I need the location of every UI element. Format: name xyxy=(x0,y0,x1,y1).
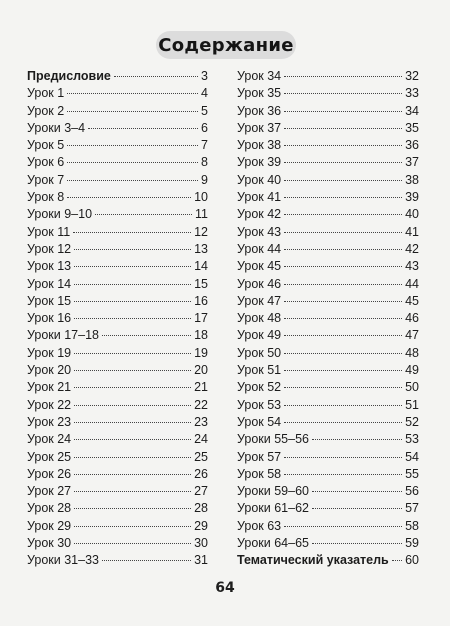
toc-entry-page: 52 xyxy=(405,414,419,429)
toc-entry-label: Урок 12 xyxy=(27,241,72,256)
toc-entry-label: Уроки 55–56 xyxy=(237,432,309,447)
dot-leader xyxy=(284,128,402,129)
toc-entry-label: Урок 16 xyxy=(27,311,72,326)
toc-entry xyxy=(27,120,208,137)
toc-entry-page: 11 xyxy=(195,207,208,222)
dot-leader xyxy=(284,474,402,475)
toc-entry-label: Урок 34 xyxy=(237,69,282,83)
dot-leader xyxy=(74,422,191,423)
toc-entry-label: Урок 48 xyxy=(237,311,282,326)
toc-entry-label: Урок 49 xyxy=(237,328,282,343)
toc-entry xyxy=(27,172,208,189)
toc-entry xyxy=(237,397,419,414)
toc-entry-label: Урок 51 xyxy=(237,363,282,378)
dot-leader xyxy=(312,439,402,440)
toc-entry-page: 9 xyxy=(201,172,208,187)
dot-leader xyxy=(284,422,402,423)
toc-entry xyxy=(237,293,419,310)
toc-entry-label: Урок 1 xyxy=(27,86,65,101)
toc-left-column xyxy=(27,68,208,570)
toc-entry xyxy=(237,327,419,344)
toc-entry xyxy=(237,552,419,569)
toc-entry-page: 10 xyxy=(194,190,208,205)
toc-entry-label: Урок 30 xyxy=(27,536,72,551)
page-number: 64 xyxy=(215,580,235,596)
toc-entry-page: 20 xyxy=(194,363,208,378)
toc-entry-page: 8 xyxy=(201,155,208,170)
toc-entry-page: 26 xyxy=(194,466,208,481)
toc-entry-label: Урок 26 xyxy=(27,466,72,481)
dot-leader xyxy=(74,491,191,492)
toc-entry-page: 18 xyxy=(194,328,208,343)
dot-leader xyxy=(67,111,198,112)
dot-leader xyxy=(284,197,402,198)
toc-entry xyxy=(237,206,419,223)
toc-entry xyxy=(27,431,208,448)
toc-entry-label: Урок 27 xyxy=(27,484,72,499)
toc-entry-label: Урок 41 xyxy=(237,190,282,205)
dot-leader xyxy=(74,439,191,440)
dot-leader xyxy=(284,457,402,458)
dot-leader xyxy=(67,180,198,181)
toc-entry-label: Урок 8 xyxy=(27,190,65,205)
toc-entry-page: 24 xyxy=(194,432,208,447)
toc-entry-label: Урок 47 xyxy=(237,293,282,308)
toc-entry-page: 33 xyxy=(405,86,419,101)
toc-entry-page: 55 xyxy=(405,466,419,481)
dot-leader xyxy=(67,162,198,163)
toc-entry-label: Уроки 64–65 xyxy=(237,536,309,551)
toc-entry-label: Урок 22 xyxy=(27,397,72,412)
toc-entry-page: 47 xyxy=(405,328,419,343)
toc-entry-label: Урок 50 xyxy=(237,345,282,360)
toc-entry-page: 60 xyxy=(405,553,419,568)
toc-entry xyxy=(237,518,419,535)
dot-leader xyxy=(74,457,191,458)
toc-entry-page: 44 xyxy=(405,276,419,291)
dot-leader xyxy=(284,249,402,250)
toc-entry-label: Уроки 3–4 xyxy=(27,120,86,135)
toc-entry-page: 16 xyxy=(194,293,208,308)
toc-entry xyxy=(237,431,419,448)
toc-entry xyxy=(237,535,419,552)
toc-entry-label: Урок 39 xyxy=(237,155,282,170)
toc-entry-page: 13 xyxy=(194,241,208,256)
toc-entry-label: Урок 28 xyxy=(27,501,72,516)
toc-entry xyxy=(237,120,419,137)
toc-entry-page: 22 xyxy=(194,397,208,412)
toc-entry xyxy=(27,362,208,379)
toc-entry-page: 42 xyxy=(405,241,419,256)
page-title: Содержание xyxy=(158,34,294,56)
toc-entry-label: Урок 2 xyxy=(27,103,65,118)
toc-entry-page: 35 xyxy=(405,120,419,135)
toc-entry xyxy=(27,103,208,120)
toc-entry-page: 39 xyxy=(405,190,419,205)
dot-leader xyxy=(392,560,402,561)
toc-entry-page: 34 xyxy=(405,103,419,118)
toc-entry xyxy=(27,414,208,431)
toc-entry-page: 37 xyxy=(405,155,419,170)
dot-leader xyxy=(67,93,198,94)
dot-leader xyxy=(74,353,191,354)
dot-leader xyxy=(74,387,191,388)
toc-entry-page: 15 xyxy=(194,276,208,291)
toc-entry-label: Урок 35 xyxy=(237,86,282,101)
dot-leader xyxy=(284,526,402,527)
toc-entry-page: 4 xyxy=(201,86,208,101)
dot-leader xyxy=(74,508,191,509)
dot-leader xyxy=(312,543,402,544)
toc-entry-page: 25 xyxy=(194,449,208,464)
toc-entry-page: 53 xyxy=(405,432,419,447)
dot-leader xyxy=(284,111,402,112)
dot-leader xyxy=(312,491,402,492)
toc-entry-page: 5 xyxy=(201,103,208,118)
toc-entry-label: Урок 46 xyxy=(237,276,282,291)
toc-entry xyxy=(27,293,208,310)
toc-entry xyxy=(27,518,208,535)
toc-entry-label: Урок 63 xyxy=(237,518,282,533)
toc-entry xyxy=(27,483,208,500)
dot-leader xyxy=(284,284,402,285)
toc-entry-label: Уроки 61–62 xyxy=(237,501,309,516)
toc-entry-page: 3 xyxy=(201,69,208,83)
toc-entry-page: 43 xyxy=(405,259,419,274)
toc-entry-page: 19 xyxy=(194,345,208,360)
dot-leader xyxy=(74,301,191,302)
toc-entry xyxy=(27,137,208,154)
toc-entry-page: 14 xyxy=(194,259,208,274)
toc-entry xyxy=(237,85,419,102)
toc-entry-label: Урок 5 xyxy=(27,138,65,153)
toc-entry xyxy=(237,103,419,120)
dot-leader xyxy=(284,214,402,215)
toc-entry xyxy=(27,154,208,171)
toc-entry xyxy=(237,414,419,431)
toc-entry-page: 30 xyxy=(194,536,208,551)
dot-leader xyxy=(284,387,402,388)
toc-entry-page: 58 xyxy=(405,518,419,533)
toc-entry-page: 54 xyxy=(405,449,419,464)
toc-entry-page: 40 xyxy=(405,207,419,222)
dot-leader xyxy=(284,266,402,267)
toc-entry-label: Урок 7 xyxy=(27,172,65,187)
toc-entry-page: 57 xyxy=(405,501,419,516)
toc-entry-label: Урок 54 xyxy=(237,414,282,429)
toc-entry-page: 59 xyxy=(405,536,419,551)
dot-leader xyxy=(312,508,402,509)
dot-leader xyxy=(102,335,191,336)
toc-entry xyxy=(27,258,208,275)
toc-entry-page: 41 xyxy=(405,224,419,239)
toc-entry-label: Урок 45 xyxy=(237,259,282,274)
dot-leader xyxy=(284,370,402,371)
dot-leader xyxy=(284,232,402,233)
dot-leader xyxy=(74,370,191,371)
toc-entry xyxy=(27,85,208,102)
dot-leader xyxy=(95,214,192,215)
toc-entry xyxy=(27,241,208,258)
toc-entry xyxy=(237,276,419,293)
toc-entry-label: Урок 13 xyxy=(27,259,72,274)
toc-entry-label: Уроки 9–10 xyxy=(27,207,93,222)
toc-entry-label: Урок 23 xyxy=(27,414,72,429)
toc-entry-page: 51 xyxy=(405,397,419,412)
toc-entry xyxy=(237,449,419,466)
toc-entry-label: Урок 20 xyxy=(27,363,72,378)
toc-entry xyxy=(237,172,419,189)
dot-leader xyxy=(284,335,402,336)
dot-leader xyxy=(284,76,402,77)
toc-entry-page: 48 xyxy=(405,345,419,360)
toc-entry-label: Уроки 17–18 xyxy=(27,328,99,343)
toc-entry xyxy=(237,466,419,483)
dot-leader xyxy=(74,249,191,250)
toc-entry-page: 21 xyxy=(194,380,208,395)
title-badge xyxy=(156,31,296,59)
toc-entry xyxy=(27,310,208,327)
toc-entry xyxy=(237,241,419,258)
toc-entry-label: Урок 15 xyxy=(27,293,72,308)
toc-entry xyxy=(27,397,208,414)
dot-leader xyxy=(88,128,198,129)
toc-entry-label: Урок 36 xyxy=(237,103,282,118)
toc-entry xyxy=(237,310,419,327)
toc-entry-label: Урок 6 xyxy=(27,155,65,170)
toc-entry-label: Уроки 59–60 xyxy=(237,484,309,499)
toc-entry-page: 17 xyxy=(194,311,208,326)
toc-entry xyxy=(237,362,419,379)
toc-entry-page: 36 xyxy=(405,138,419,153)
toc-entry-page: 38 xyxy=(405,172,419,187)
toc-entry xyxy=(237,500,419,517)
toc-entry xyxy=(237,483,419,500)
dot-leader xyxy=(73,232,191,233)
toc-entry-label: Урок 25 xyxy=(27,449,72,464)
toc-entry-page: 27 xyxy=(194,484,208,499)
toc-entry xyxy=(237,345,419,362)
dot-leader xyxy=(74,266,191,267)
toc-entry-label: Предисловие xyxy=(27,69,111,83)
dot-leader xyxy=(74,526,191,527)
toc-entry xyxy=(27,379,208,396)
toc-entry-page: 32 xyxy=(405,69,419,83)
dot-leader xyxy=(284,301,402,302)
dot-leader xyxy=(74,543,191,544)
dot-leader xyxy=(284,353,402,354)
toc-entry xyxy=(237,154,419,171)
toc-entry-page: 28 xyxy=(194,501,208,516)
dot-leader xyxy=(284,180,402,181)
toc-entry xyxy=(27,466,208,483)
toc-entry-label: Урок 37 xyxy=(237,120,282,135)
toc-entry xyxy=(27,276,208,293)
toc-entry xyxy=(27,206,208,223)
toc-entry-page: 56 xyxy=(405,484,419,499)
dot-leader xyxy=(284,93,402,94)
toc-right-column xyxy=(237,68,419,570)
toc-entry xyxy=(237,189,419,206)
dot-leader xyxy=(67,145,198,146)
toc-entry xyxy=(237,137,419,154)
dot-leader xyxy=(74,284,191,285)
toc-entry-label: Уроки 31–33 xyxy=(27,553,99,568)
toc-entry-label: Урок 57 xyxy=(237,449,282,464)
toc-entry-label: Урок 14 xyxy=(27,276,72,291)
toc-entry-label: Урок 44 xyxy=(237,241,282,256)
toc-entry-label: Урок 11 xyxy=(27,224,71,239)
toc-entry-label: Урок 38 xyxy=(237,138,282,153)
toc-entry-label: Урок 29 xyxy=(27,518,72,533)
toc-entry xyxy=(237,379,419,396)
toc-entry xyxy=(27,68,208,85)
toc-entry xyxy=(27,535,208,552)
toc-entry xyxy=(237,258,419,275)
toc-entry-label: Урок 52 xyxy=(237,380,282,395)
toc-entry-label: Урок 40 xyxy=(237,172,282,187)
dot-leader xyxy=(102,560,191,561)
dot-leader xyxy=(74,318,191,319)
toc-entry-page: 7 xyxy=(201,138,208,153)
toc-entry-page: 12 xyxy=(194,224,208,239)
toc-entry-page: 31 xyxy=(194,553,208,568)
dot-leader xyxy=(114,76,198,77)
dot-leader xyxy=(284,162,402,163)
dot-leader xyxy=(284,145,402,146)
toc-entry-label: Урок 42 xyxy=(237,207,282,222)
toc-entry-label: Тематический указатель xyxy=(237,553,389,568)
toc-entry-label: Урок 53 xyxy=(237,397,282,412)
toc-entry-label: Урок 24 xyxy=(27,432,72,447)
toc-entry-page: 49 xyxy=(405,363,419,378)
toc-entry xyxy=(27,500,208,517)
toc-entry-label: Урок 43 xyxy=(237,224,282,239)
toc-entry-page: 46 xyxy=(405,311,419,326)
toc-entry-page: 50 xyxy=(405,380,419,395)
dot-leader xyxy=(284,318,402,319)
toc-entry xyxy=(27,224,208,241)
toc-entry-page: 6 xyxy=(201,120,208,135)
dot-leader xyxy=(67,197,191,198)
toc-entry-label: Урок 21 xyxy=(27,380,72,395)
toc-entry-label: Урок 58 xyxy=(237,466,282,481)
toc-entry-page: 23 xyxy=(194,414,208,429)
toc-entry xyxy=(27,449,208,466)
toc-entry xyxy=(237,224,419,241)
toc-entry xyxy=(237,68,419,85)
toc-entry xyxy=(27,552,208,569)
toc-entry-page: 29 xyxy=(194,518,208,533)
toc-entry xyxy=(27,327,208,344)
toc-entry-page: 45 xyxy=(405,293,419,308)
dot-leader xyxy=(284,405,402,406)
toc-entry xyxy=(27,189,208,206)
dot-leader xyxy=(74,474,191,475)
toc-entry-label: Урок 19 xyxy=(27,345,72,360)
toc-entry xyxy=(27,345,208,362)
dot-leader xyxy=(74,405,191,406)
